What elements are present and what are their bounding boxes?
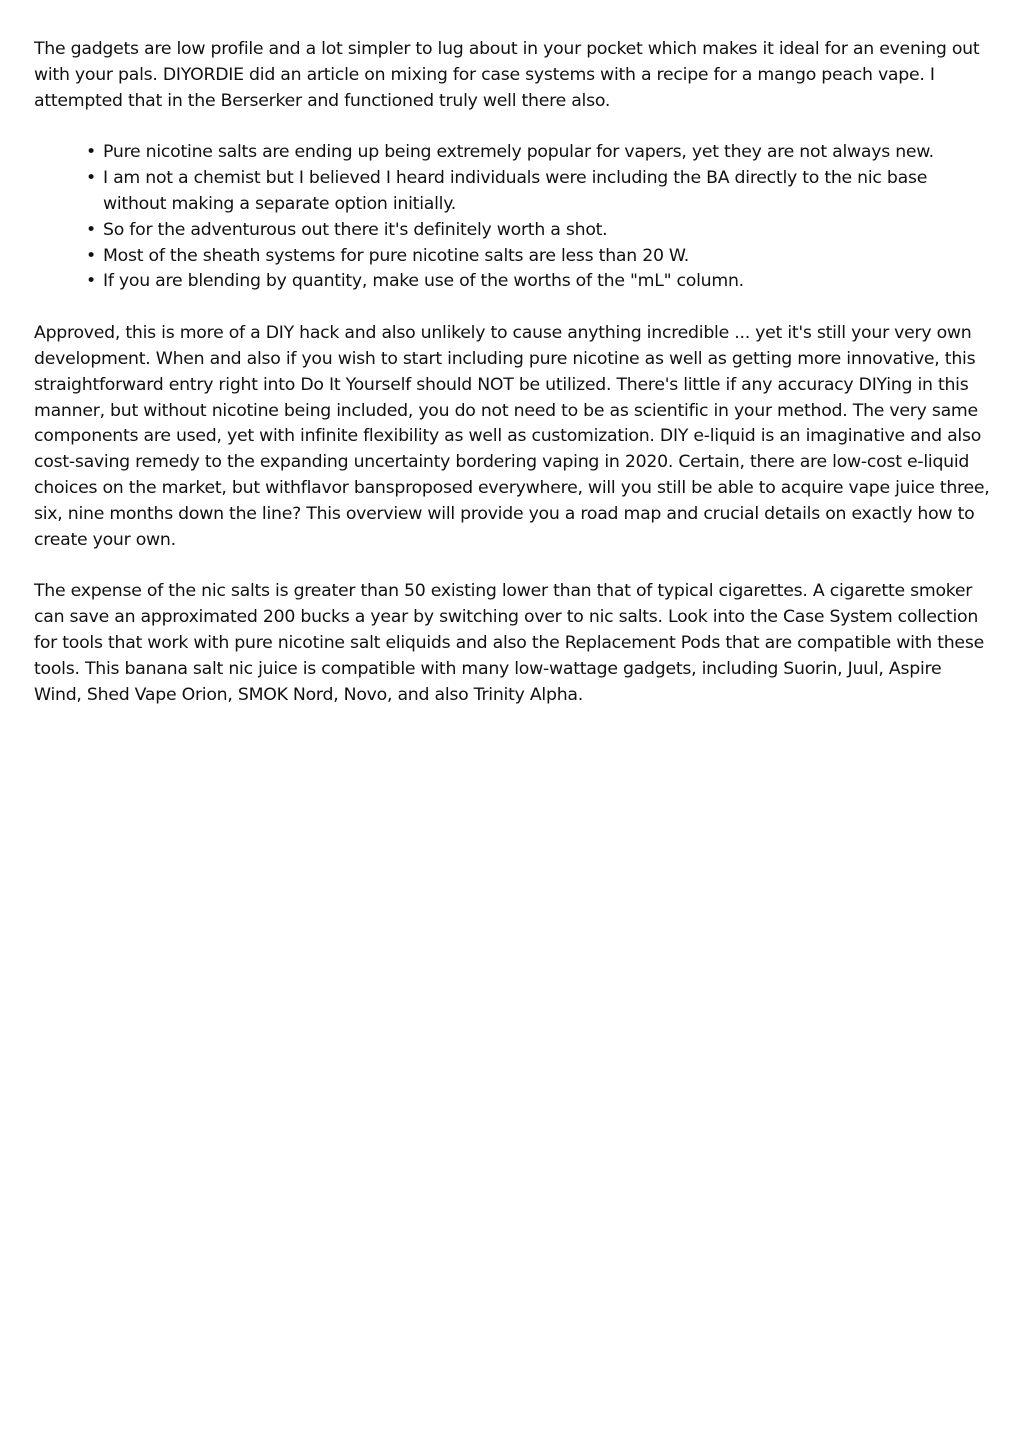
bullet-icon: • [86, 245, 96, 266]
list-item [86, 218, 994, 244]
list-item-text: Pure nicotine salts are ending up being extremely popular for vapers, yet they are not always new. [103, 142, 934, 163]
bullet-icon: • [86, 219, 96, 240]
list-item-text: So for the adventurous out there it's definitely worth a shot. [103, 219, 608, 240]
bullet-icon: • [86, 142, 96, 163]
document-page [34, 37, 994, 708]
paragraph-diy: Approved, this is more of a DIY hack and also unlikely to cause anything incredible ... yet it's still your very own development. When and also if you wish to start including pure nicotine as well as getting more innovative, this straightforward entry right into Do It Yourself should NOT be utilized. There's little if any accuracy DIYing in this manner, but without nicotine being included, you do not need to be as scientific in your method. The very same components are used, yet with infinite flexibility as well as customization. DIY e-liquid is an imaginative and also cost-saving remedy to the expanding uncertainty bordering vaping in 2020. Certain, there are low-cost e-liquid choices on the market, but withflavor bansproposed everywhere, will you still be able to acquire vape juice three, six, nine months down the line? This overview will provide you a road map and crucial details on exactly how to create your own. [34, 323, 990, 550]
paragraph-intro: The gadgets are low profile and a lot simpler to lug about in your pocket which makes it ideal for an evening out with your pals. DIYORDIE did an article on mixing for case systems with a recipe for a mango peach vape. I attempted that in the Berserker and functioned truly well there also. [34, 39, 980, 111]
paragraph-cost: The expense of the nic salts is greater than 50 existing lower than that of typical cigarettes. A cigarette smoker can save an approximated 200 bucks a year by switching over to nic salts. Look into the Case System collection for tools that work with pure nicotine salt eliquids and also the Replacement Pods that are compatible with these tools. This banana salt nic juice is compatible with many low-wattage gadgets, including Suorin, Juul, Aspire Wind, Shed Vape Orion, SMOK Nord, Novo, and also Trinity Alpha. [34, 581, 984, 705]
list-item-text: If you are blending by quantity, make use of the worths of the "mL" column. [103, 271, 744, 292]
bullet-icon: • [86, 271, 96, 292]
list-item-text: I am not a chemist but I believed I heard individuals were including the BA directly to the nic base without making a separate option initially. [103, 168, 928, 214]
list-item-text: Most of the sheath systems for pure nicotine salts are less than 20 W. [103, 245, 690, 266]
list-item [86, 166, 994, 218]
list-item [86, 269, 994, 295]
list-item [86, 244, 994, 270]
bullet-icon: • [86, 168, 96, 189]
list-item [86, 140, 994, 166]
bullet-list [34, 140, 994, 295]
